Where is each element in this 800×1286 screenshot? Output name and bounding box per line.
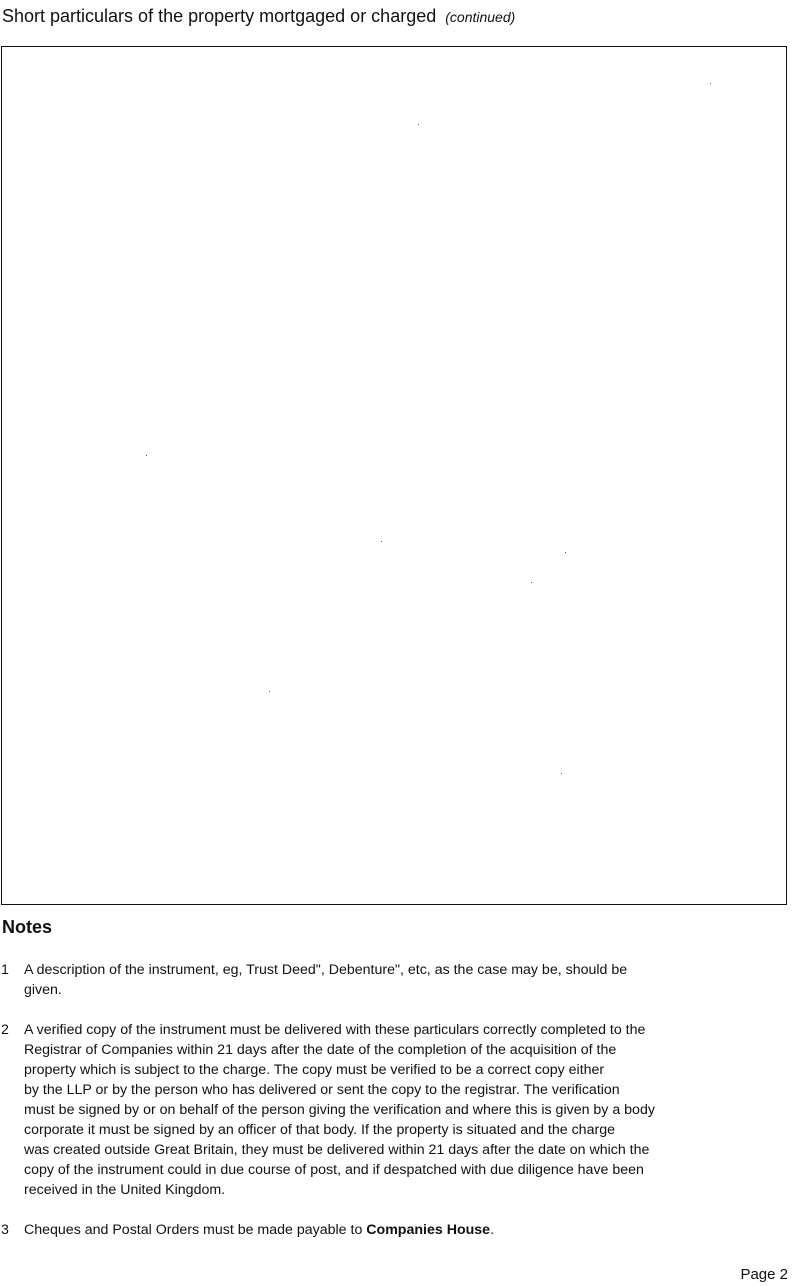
note-number: 1 bbox=[1, 962, 9, 978]
notes-list bbox=[0, 960, 790, 1260]
note-item-2 bbox=[0, 1020, 790, 1200]
notes-heading: Notes bbox=[2, 917, 53, 937]
note-item-1 bbox=[0, 960, 790, 1000]
payee-name: Companies House bbox=[366, 1222, 491, 1238]
form-section-title bbox=[2, 6, 515, 27]
section-title-text: Short particulars of the property mortgaged or charged bbox=[2, 6, 437, 26]
note-item-3 bbox=[0, 1220, 790, 1240]
property-particulars-box[interactable] bbox=[1, 46, 787, 905]
note-text: Cheques and Postal Orders must be made payable to Companies House. bbox=[24, 1222, 495, 1238]
note-number: 3 bbox=[1, 1222, 9, 1238]
note-text: A verified copy of the instrument must be delivered with these particulars correctly completed to the Registrar of Companies within 21 days after the date of the completion of the acquisition of the property which is subject to the charge. The copy must be verified to be a correct copy either by the LLP or by the person who has delivered or sent the copy to the registrar. The verification must be signed by or on behalf of the person giving the verification and where this is given by a body corporate it must be signed by an officer of that body. If the property is situated and the charge was created outside Great Britain, they must be delivered within 21 days after the date on which the copy of the instrument could in due course of post, and if despatched with due diligence have been received in the United Kingdom. bbox=[24, 1022, 655, 1198]
page-number: Page 2 bbox=[740, 1266, 788, 1283]
note-text: A description of the instrument, eg, Trust Deed", Debenture", etc, as the case may be, should be given. bbox=[24, 962, 628, 998]
note-number: 2 bbox=[1, 1022, 9, 1038]
section-title-continued: (continued) bbox=[445, 9, 516, 25]
